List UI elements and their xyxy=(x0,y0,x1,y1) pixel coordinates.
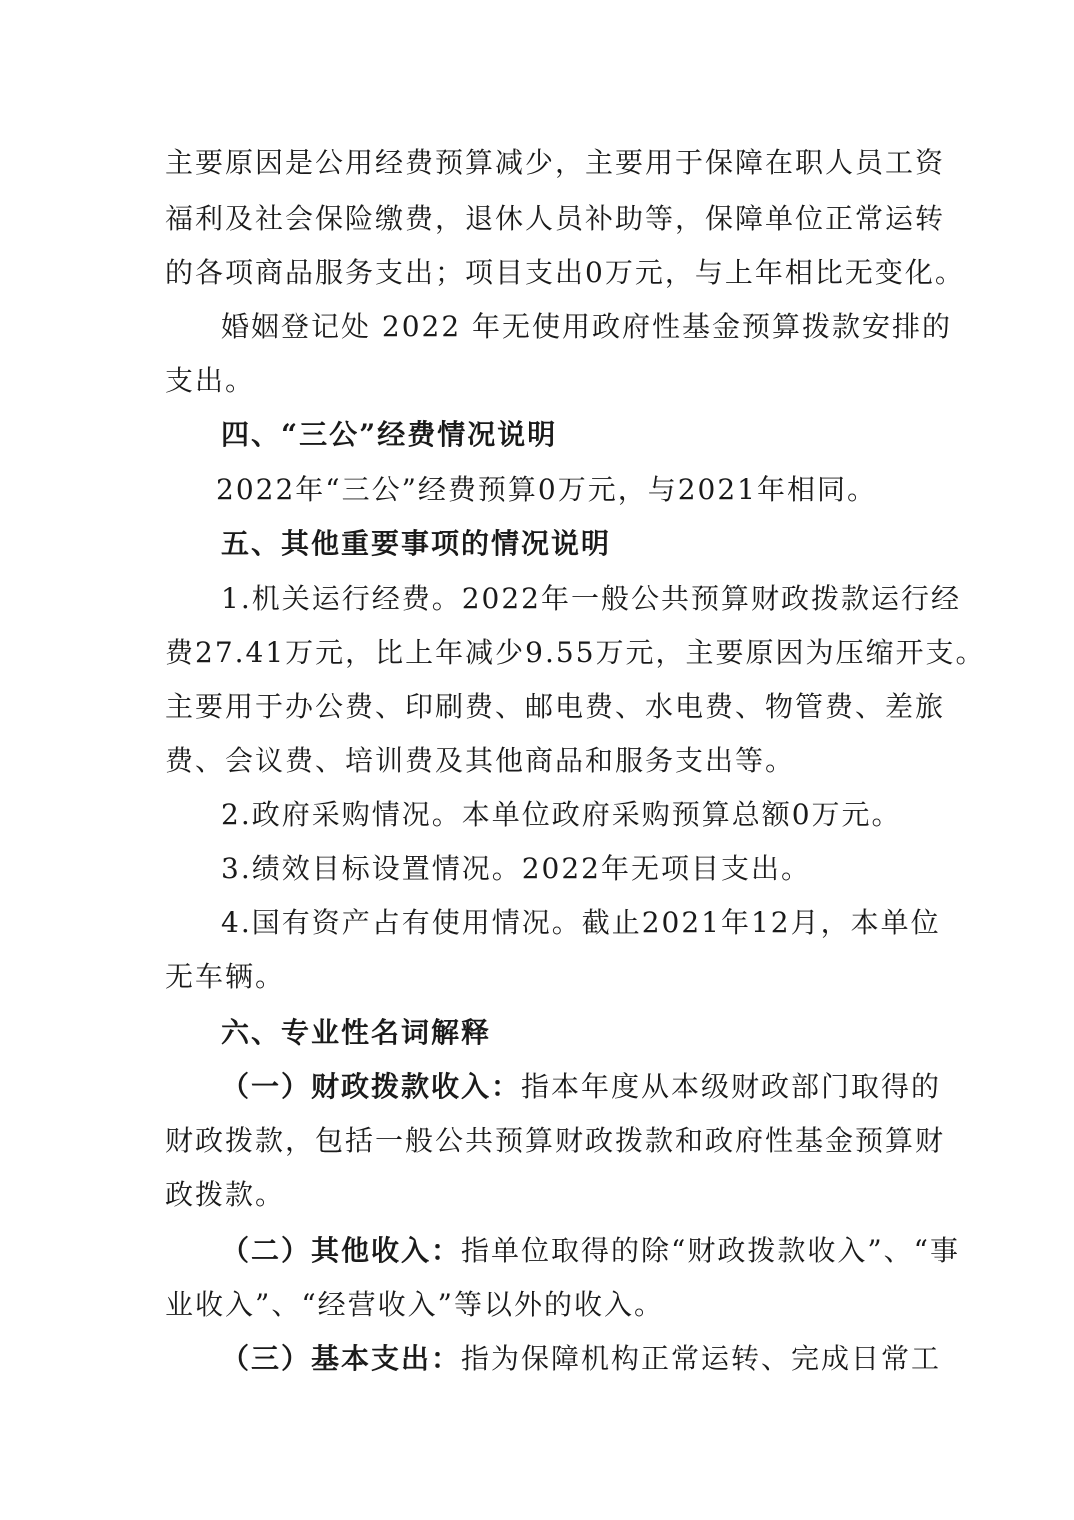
paragraph-line: 费27.41万元，比上年减少9.55万元，主要原因为压缩开支。 xyxy=(165,636,986,669)
term-label: （一）财政拨款收入： xyxy=(221,1070,522,1103)
term-text: 指为保障机构正常运转、完成日常工 xyxy=(461,1342,942,1375)
paragraph-line: 婚姻登记处 2022 年无使用政府性基金预算拨款安排的 xyxy=(221,310,953,343)
paragraph-line: 无车辆。 xyxy=(165,960,286,993)
paragraph-line: 2.政府采购情况。本单位政府采购预算总额0万元。 xyxy=(221,798,902,831)
term-line xyxy=(221,1331,942,1387)
term-line xyxy=(221,1223,960,1279)
paragraph-line: 主要用于办公费、印刷费、邮电费、水电费、物管费、差旅 xyxy=(165,690,946,723)
term-line xyxy=(221,1059,942,1115)
paragraph-line: 业收入”、“经营收入”等以外的收入。 xyxy=(165,1288,664,1321)
section-heading-4: 四、“三公”经费情况说明 xyxy=(221,418,558,451)
paragraph-line: 的各项商品服务支出；项目支出0万元，与上年相比无变化。 xyxy=(165,256,965,289)
term-label: （二）其他收入： xyxy=(221,1234,462,1267)
paragraph-line: 财政拨款，包括一般公共预算财政拨款和政府性基金预算财 xyxy=(165,1124,946,1157)
paragraph-line: 3.绩效目标设置情况。2022年无项目支出。 xyxy=(221,852,811,885)
paragraph-line: 1.机关运行经费。2022年一般公共预算财政拨款运行经 xyxy=(221,582,961,615)
paragraph-line: 费、会议费、培训费及其他商品和服务支出等。 xyxy=(165,744,796,777)
term-text: 指单位取得的除“财政拨款收入”、“事 xyxy=(461,1234,960,1267)
paragraph-line: 福利及社会保险缴费，退休人员补助等，保障单位正常运转 xyxy=(165,202,946,235)
section-heading-6: 六、专业性名词解释 xyxy=(221,1016,492,1049)
term-label: （三）基本支出： xyxy=(221,1342,462,1375)
paragraph-line: 4.国有资产占有使用情况。截止2021年12月，本单位 xyxy=(221,906,941,939)
paragraph-line: 2022年“三公”经费预算0万元，与2021年相同。 xyxy=(216,473,877,506)
term-text: 指本年度从本级财政部门取得的 xyxy=(521,1070,942,1103)
paragraph-line: 支出。 xyxy=(165,364,256,397)
paragraph-line: 主要原因是公用经费预算减少，主要用于保障在职人员工资 xyxy=(165,146,946,179)
paragraph-line: 政拨款。 xyxy=(165,1178,286,1211)
section-heading-5: 五、其他重要事项的情况说明 xyxy=(221,527,612,560)
